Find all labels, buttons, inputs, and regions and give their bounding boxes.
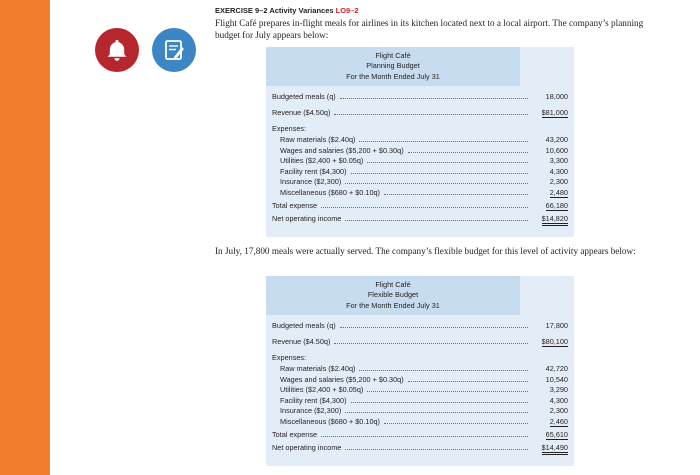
budget-period: For the Month Ended July 31 — [346, 300, 440, 310]
company-name: Flight Café — [375, 51, 411, 61]
facility-rent-row: Facility rent ($4,300) 4,300 — [280, 166, 568, 176]
flexible-budget-header — [266, 276, 520, 315]
total-expense-row: Total expense 66,180 — [272, 201, 568, 210]
alert-bell-button[interactable] — [95, 28, 139, 72]
raw-materials-row: Raw materials ($2.40q) 43,200 — [280, 135, 568, 144]
mid-paragraph: In July, 17,800 meals were actually served. The company’s flexible budget for this level of activity appears below: — [215, 246, 636, 256]
learning-objective-link[interactable]: LO9–2 — [335, 6, 359, 15]
insurance-row: Insurance ($2,300) 2,300 — [280, 406, 568, 415]
planning-budget-table — [266, 47, 574, 237]
raw-materials-row: Raw materials ($2.40q) 42,720 — [280, 364, 568, 373]
net-operating-income-row: Net operating income $14,820 — [272, 213, 568, 223]
revenue-row: Revenue ($4.50q) $80,100 — [272, 337, 568, 346]
meals-row: Budgeted meals (q) 17,800 — [272, 321, 568, 330]
budget-name: Flexible Budget — [367, 290, 419, 300]
total-expense-row: Total expense 65,610 — [272, 430, 568, 439]
meals-row: Budgeted meals (q) 18,000 — [272, 92, 568, 101]
bell-icon — [104, 37, 130, 63]
notepad-button[interactable] — [152, 28, 196, 72]
expenses-label-row: Expenses: — [272, 124, 307, 133]
planning-budget-header — [266, 47, 520, 86]
flexible-budget-table — [266, 276, 574, 466]
insurance-row: Insurance ($2,300) 2,300 — [280, 177, 568, 186]
budget-name: Planning Budget — [366, 61, 420, 71]
revenue-row: Revenue ($4.50q) $81,000 — [272, 108, 568, 117]
wages-row: Wages and salaries ($5,200 + $0.30q) 10,600 — [280, 145, 568, 155]
expenses-label-row: Expenses: — [272, 353, 307, 362]
facility-rent-row: Facility rent ($4,300) 4,300 — [280, 395, 568, 405]
net-operating-income-row: Net operating income $14,490 — [272, 442, 568, 452]
exercise-heading — [215, 6, 645, 15]
wages-row: Wages and salaries ($5,200 + $0.30q) 10,540 — [280, 374, 568, 384]
notepad-edit-icon — [161, 37, 187, 63]
utilities-row: Utilities ($2,400 + $0.05q) 3,300 — [280, 156, 568, 165]
miscellaneous-row: Miscellaneous ($680 + $0.10q) 2,460 — [280, 416, 568, 426]
intro-paragraph: Flight Café prepares in-flight meals for airlines in its kitchen located next to a local airport. The company’s planning budget for July appears below: — [215, 18, 644, 40]
orange-side-stripe — [0, 0, 50, 475]
miscellaneous-row: Miscellaneous ($680 + $0.10q) 2,480 — [280, 187, 568, 197]
budget-period: For the Month Ended July 31 — [346, 71, 440, 81]
utilities-row: Utilities ($2,400 + $0.05q) 3,290 — [280, 385, 568, 394]
exercise-title: EXERCISE 9–2 Activity Variances — [215, 6, 334, 15]
company-name: Flight Café — [375, 280, 411, 290]
